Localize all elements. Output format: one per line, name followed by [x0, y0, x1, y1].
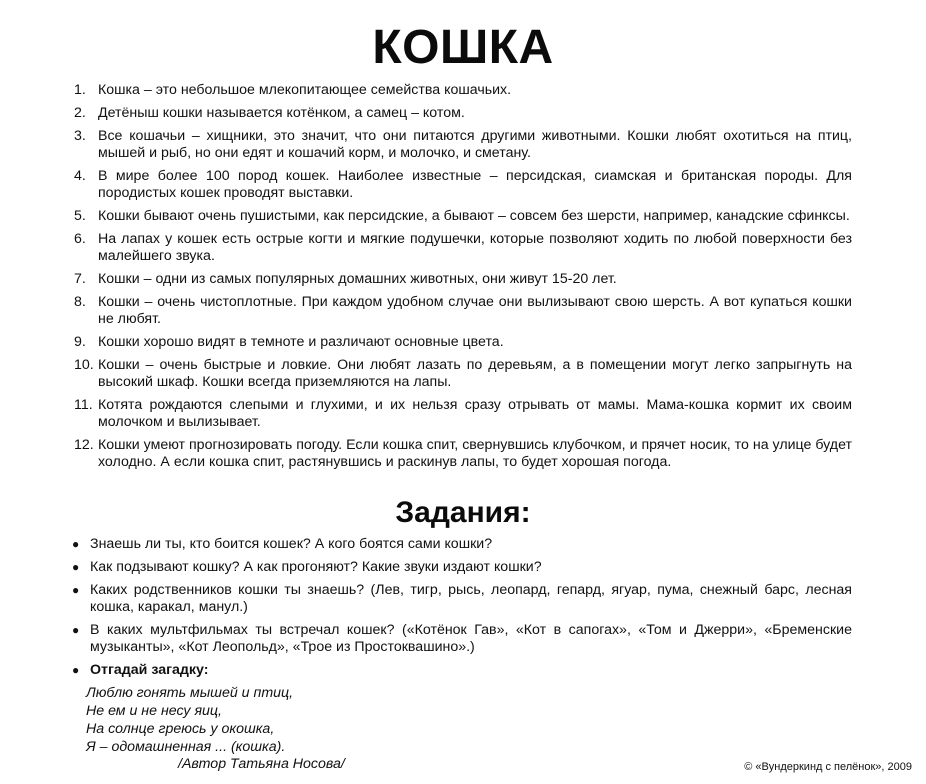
task-item: [72, 559, 852, 576]
poem-line: Люблю гонять мышей и птиц,: [86, 685, 294, 701]
fact-item: [74, 397, 852, 431]
fact-text: В мире более 100 пород кошек. Наиболее известные – персидская, сиамская и британская породы. Для породистых кошек проводят выставки.: [98, 168, 852, 201]
fact-number: 6.: [74, 231, 86, 247]
fact-item: [74, 437, 852, 471]
fact-number: 12.: [74, 437, 94, 453]
bullet-icon: ●: [72, 560, 80, 574]
facts-list: [74, 82, 852, 477]
fact-text: Кошки – очень быстрые и ловкие. Они любят лазать по деревьям, а в помещении могут легко запрыгнуть на высокий шкаф. Кошки всегда приземляются на лапы.: [98, 357, 852, 390]
task-text: В каких мультфильмах ты встречал кошек? («Котёнок Гав», «Кот в сапогах», «Том и Джерри», «Бременские музыканты», «Кот Леопольд», «Трое из Простоквашино».): [90, 622, 852, 655]
fact-number: 8.: [74, 294, 86, 310]
riddle-poem: [86, 684, 486, 756]
fact-text: Кошка – это небольшое млекопитающее семейства кошачьих.: [98, 82, 512, 98]
fact-text: Кошки хорошо видят в темноте и различают основные цвета.: [98, 334, 504, 350]
poem-author: /Автор Татьяна Носова/: [178, 756, 345, 772]
fact-item: [74, 105, 852, 122]
fact-number: 4.: [74, 168, 86, 184]
fact-number: 1.: [74, 82, 86, 98]
fact-text: Кошки – одни из самых популярных домашних животных, они живут 15-20 лет.: [98, 271, 617, 287]
fact-text: Все кошачьи – хищники, это значит, что они питаются другими животными. Кошки любят охотиться на птиц, мышей и рыб, но они едят и кошачий корм, и молочко, и сметану.: [98, 128, 852, 161]
fact-text: Детёныш кошки называется котёнком, а самец – котом.: [98, 105, 465, 121]
fact-number: 11.: [74, 397, 93, 413]
fact-number: 9.: [74, 334, 86, 350]
bullet-icon: ●: [72, 663, 80, 677]
task-item: [72, 662, 852, 679]
page-title: КОШКА: [372, 21, 554, 74]
fact-number: 3.: [74, 128, 86, 144]
fact-text: Кошки – очень чистоплотные. При каждом удобном случае они вылизывают свою шерсть. А вот купаться кошки не любят.: [98, 294, 852, 327]
tasks-list: [72, 536, 852, 685]
fact-item: [74, 231, 852, 265]
task-item: [72, 536, 852, 553]
fact-item: [74, 82, 852, 99]
fact-item: [74, 128, 852, 162]
fact-text: Кошки бывают очень пушистыми, как персидские, а бывают – совсем без шерсти, например, канадские сфинксы.: [98, 208, 850, 224]
fact-item: [74, 357, 852, 391]
fact-number: 2.: [74, 105, 86, 121]
fact-text: Котята рождаются слепыми и глухими, и их нельзя сразу отрывать от мамы. Мама-кошка кормит их своим молочком и вылизывает.: [98, 397, 852, 430]
copyright-note: © «Вундеркинд с пелёнок», 2009: [744, 761, 912, 773]
task-item: [72, 582, 852, 616]
fact-item: [74, 294, 852, 328]
bullet-icon: ●: [72, 537, 80, 551]
fact-item: [74, 168, 852, 202]
task-text: Отгадай загадку:: [90, 662, 209, 678]
task-text: Как подзывают кошку? А как прогоняют? Какие звуки издают кошки?: [90, 559, 542, 575]
fact-text: Кошки умеют прогнозировать погоду. Если кошка спит, свернувшись клубочком, и прячет носик, то на улице будет холодно. А если кошка спит, растянувшись и раскинув лапы, то будет хорошая погода.: [98, 437, 852, 470]
bullet-icon: ●: [72, 623, 80, 637]
task-text: Знаешь ли ты, кто боится кошек? А кого боятся сами кошки?: [90, 536, 493, 552]
bullet-icon: ●: [72, 583, 80, 597]
poem-line: Не ем и не несу яиц,: [86, 703, 222, 719]
poem-line: Я – одомашненная ... (кошка).: [86, 739, 286, 755]
fact-item: [74, 334, 852, 351]
fact-number: 7.: [74, 271, 86, 287]
fact-text: На лапах у кошек есть острые когти и мягкие подушечки, которые позволяют ходить по любой поверхности без малейшего звука.: [98, 231, 852, 264]
fact-number: 5.: [74, 208, 86, 224]
fact-item: [74, 271, 852, 288]
fact-item: [74, 208, 852, 225]
task-item: [72, 622, 852, 656]
poem-line: На солнце греюсь у окошка,: [86, 721, 275, 737]
fact-number: 10.: [74, 357, 94, 373]
task-text: Каких родственников кошки ты знаешь? (Лев, тигр, рысь, леопард, гепард, ягуар, пума, снежный барс, лесная кошка, каракал, манул.): [90, 582, 852, 615]
tasks-heading: Задания:: [395, 496, 531, 529]
